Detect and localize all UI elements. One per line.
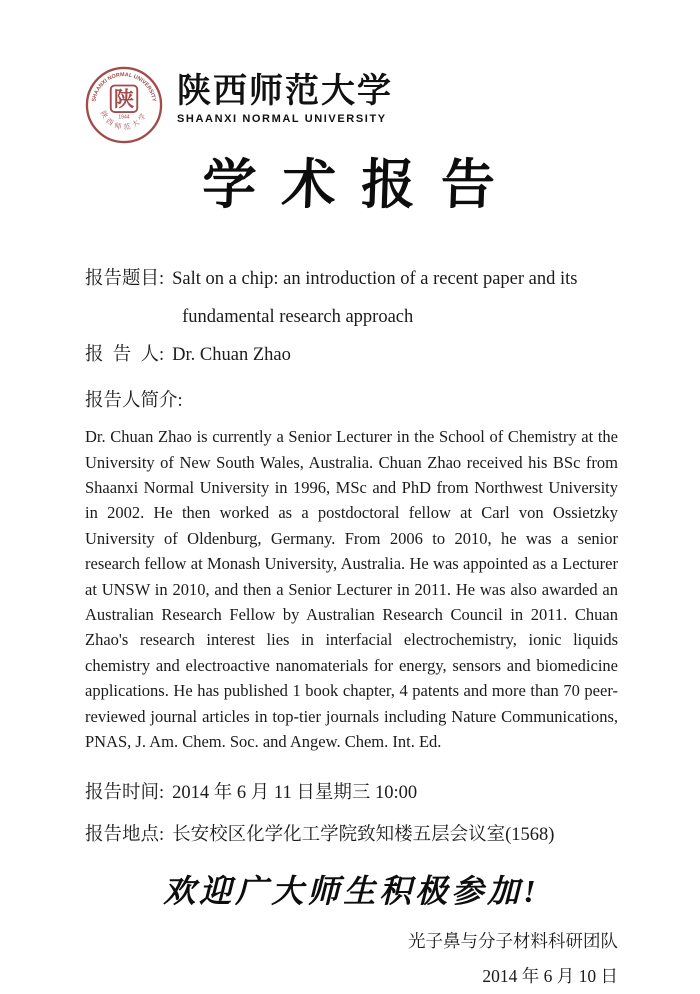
speaker-label: 报 告 人: bbox=[85, 345, 165, 366]
university-header bbox=[85, 66, 618, 144]
university-logotype bbox=[177, 66, 393, 125]
venue-value: 长安校区化学化工学院致知楼五层会议室(1568) bbox=[172, 825, 555, 846]
university-name-chinese: 陕西师范大学 bbox=[177, 73, 393, 110]
topic-line2: fundamental research approach bbox=[182, 307, 414, 328]
welcome-line: 欢迎广大师生积极参加! bbox=[163, 873, 540, 910]
topic-label: 报告题目: bbox=[85, 269, 165, 290]
seal-top-arc-text: SHAANXI NORMAL UNIVERSITY bbox=[91, 72, 157, 103]
time-value: 2014 年 6 月 11 日星期三 10:00 bbox=[172, 783, 418, 804]
topic-value bbox=[172, 260, 577, 336]
university-name-english: SHAANXI NORMAL UNIVERSITY bbox=[177, 112, 387, 125]
seal-center-character: 陕 bbox=[113, 88, 135, 111]
signature-block bbox=[85, 924, 618, 994]
time-label: 报告时间: bbox=[85, 783, 165, 804]
topic-line1: Salt on a chip: an introduction of a recent paper and its bbox=[172, 269, 578, 290]
time-row bbox=[85, 780, 618, 806]
venue-label: 报告地点: bbox=[85, 825, 165, 846]
seal-founding-year: 1944 bbox=[118, 114, 130, 121]
topic-row bbox=[85, 260, 618, 336]
bio-label-row bbox=[85, 388, 618, 414]
signature-team: 光子鼻与分子材料科研团队 bbox=[408, 931, 618, 952]
page-title: 学 术 报 告 bbox=[201, 155, 502, 215]
venue-row bbox=[85, 822, 618, 848]
speaker-value: Dr. Chuan Zhao bbox=[172, 345, 291, 366]
seal-bottom-arc-text: 陕西师范大学 bbox=[98, 109, 150, 132]
speaker-bio-paragraph: Dr. Chuan Zhao is currently a Senior Lecturer in the School of Chemistry at the University of New South Wales, Australia. Chuan Zhao received his BSc from Shaanxi Normal University in 1996, MSc and PhD from Northwest University in 2002. He then worked as a postdoctoral fellow at Carl von Ossietzky University of Oldenburg, Germany. From 2006 to 2010, he was a senior research fellow at Monash University, Australia. He was appointed as a Lecturer at UNSW in 2010, and then a Senior Lecturer in 2011. He was also awarded an Australian Research Fellow by Australian Research Council in 2011. Chuan Zhao's research interest lies in interfacial electrochemistry, ionic liquids chemistry and electroactive nanomaterials for energy, sensors and biomedicine applications. He has published 1 book chapter, 4 patents and more than 70 peer-reviewed journal articles in top-tier journals including Nature Communications, PNAS, J. Am. Chem. Soc. and Angew. Chem. Int. Ed. bbox=[85, 427, 618, 751]
signature-date: 2014 年 6 月 10 日 bbox=[482, 966, 618, 987]
bio-label: 报告人简介: bbox=[85, 391, 183, 412]
speaker-row bbox=[85, 342, 618, 368]
university-seal-icon bbox=[85, 66, 163, 144]
